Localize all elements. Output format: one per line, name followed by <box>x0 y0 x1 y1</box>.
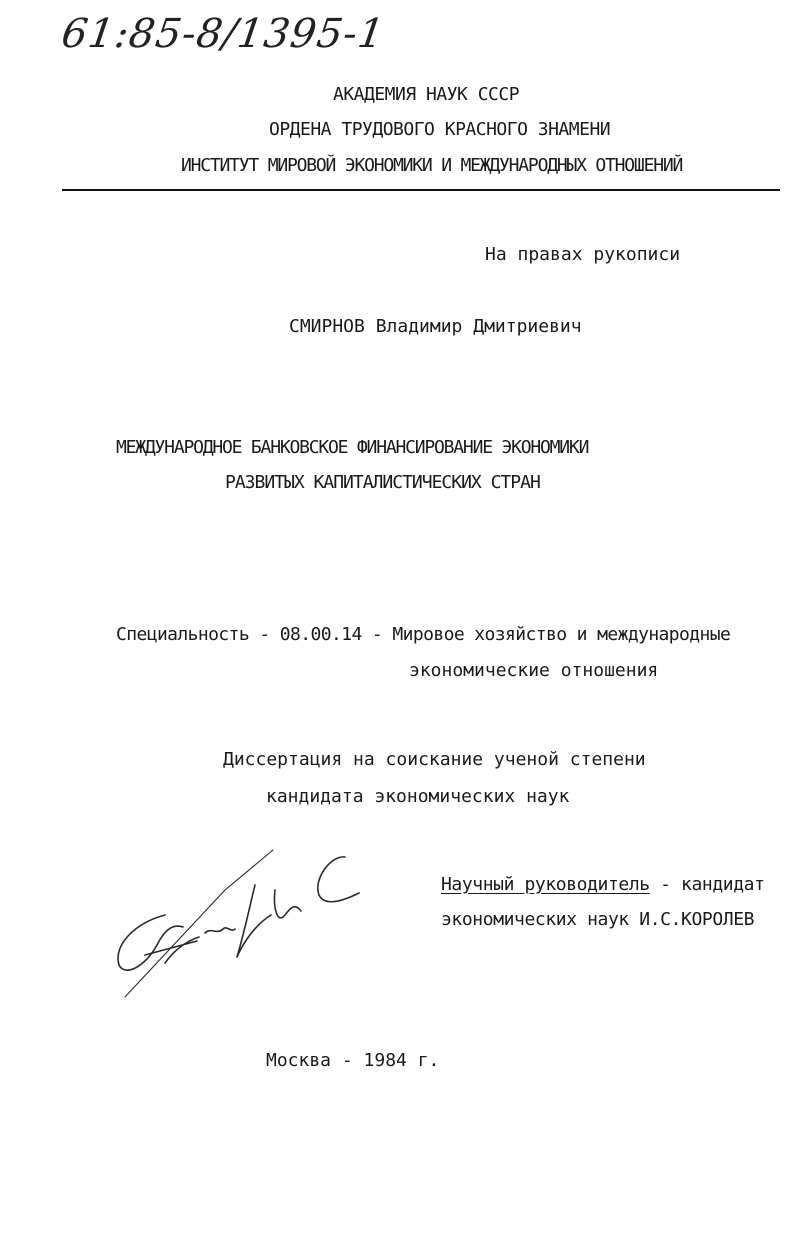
supervisor-degree: - кандидат <box>649 874 765 895</box>
header-divider <box>62 189 780 191</box>
title-line-2: РАЗВИТЫХ КАПИТАЛИСТИЧЕСКИХ СТРАН <box>225 472 540 493</box>
dissertation-line-2: кандидата экономических наук <box>266 786 570 807</box>
header-line-3: ИНСТИТУТ МИРОВОЙ ЭКОНОМИКИ И МЕЖДУНАРОДНЫХ ОТНОШЕНИЙ <box>181 155 683 176</box>
archive-number: 61:85-8/1395-1 <box>58 11 388 57</box>
title-line-1: МЕЖДУНАРОДНОЕ БАНКОВСКОЕ ФИНАНСИРОВАНИЕ ЭКОНОМИКИ <box>116 437 589 458</box>
header-line-2: ОРДЕНА ТРУДОВОГО КРАСНОГО ЗНАМЕНИ <box>269 119 611 140</box>
supervisor-line-1 <box>441 874 765 896</box>
handwritten-signature <box>105 845 375 1005</box>
signature-stroke <box>318 857 359 902</box>
supervisor-line-2: экономических наук И.С.КОРОЛЕВ <box>441 909 755 930</box>
signature-stroke <box>205 928 235 933</box>
specialty-line-1: Специальность - 08.00.14 - Мировое хозяйство и международные <box>116 624 731 645</box>
signature-stroke <box>118 915 183 970</box>
signature-stroke <box>237 885 271 957</box>
supervisor-label: Научный руководитель <box>441 874 650 895</box>
signature-stroke <box>125 850 273 997</box>
dissertation-line-1: Диссертация на соискание ученой степени <box>223 749 646 770</box>
author-name: СМИРНОВ Владимир Дмитриевич <box>289 316 582 337</box>
header-line-1: АКАДЕМИЯ НАУК СССР <box>333 84 520 105</box>
manuscript-note: На правах рукописи <box>485 244 681 265</box>
place-and-year: Москва - 1984 г. <box>266 1050 440 1071</box>
signature-stroke <box>274 890 301 918</box>
specialty-line-2: экономические отношения <box>409 660 659 681</box>
